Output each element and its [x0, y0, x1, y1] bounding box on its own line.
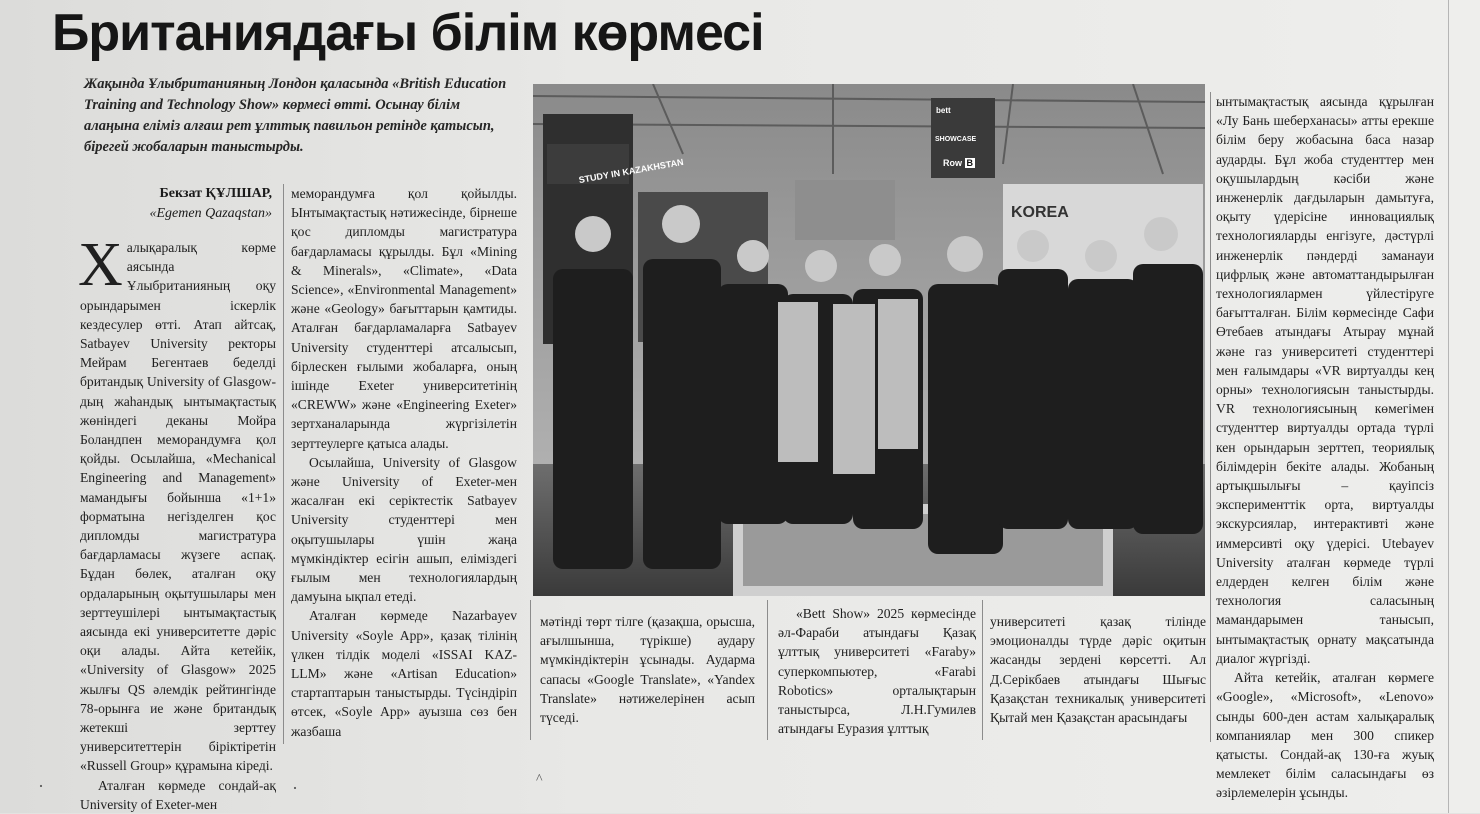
column-1 — [78, 231, 276, 814]
paragraph: Осылайша, University of Glasgow және University of Exeter-мен жасалған екі серіктестік Satbayev University студенттері мен оқытушылары үшін жаңа мүмкіндіктер есігін ашып, еліміздегі ғылым мен технологиялардың дамуына ықпал етеді. — [291, 454, 517, 605]
paragraph: меморандумға қол қойылды. Ынтымақтастық нәтижесінде, бірнеше қос дипломды магистратура бағдарламасы құрылды. Бұл «Mining & Minerals», «Climate», «Data Science», «Environmental Management» және «Geology» бағыттарын қамтиды. Аталған бағдарламаларға Satbayev University студенттері атсалысып, бірлескен ғылыми жобаларға, оның ішінде Exeter университетінің «CREWW» және «Engineering Exeter» зертханаларында жүргізілетін зерттеулерге қатыса алады. — [291, 186, 517, 451]
column-2 — [291, 184, 517, 741]
column-rule — [1210, 92, 1211, 742]
paragraph-text: алықаралық көрме аясында Ұлыбританияның оқу орындарымен іскерлік кездесулер өтті. Атап айтсақ, Satbayev University ректоры Мейрам Бегентаев беделді британдық University of Glasgow-дың жаһандық ынтымақтастық жөніндегі деканы Мойра Боландпен меморандумға қол қойды. Осылайша, «Mechanical Engineering and Management» мамандығы бойынша «1+1» форматына негізделген қос дипломды магистратура бағдарламасы жүзеге аспақ. Бұдан бөлек, аталған оқу ордаларының оқытушылары мен зерттеушілері ынтымақтастық аясында екі университетте дәріс оқи алады. Айта кетейік, «University of Glasgow» 2025 жылғы QS әлемдік рейтингінде 78-орынға ие және британдық жетекші зерттеу университеттерін біріктіретін «Russell Group» құрамына кіреді. — [80, 240, 276, 774]
korea-sign: KOREA — [1011, 204, 1069, 221]
paragraph: «Bett Show» 2025 көрмесінде әл-Фараби атындағы Қазақ ұлттық университеті «Faraby» суперкомпьютер, «Farabi Robotics» орталықтарын таныстырса, Л.Н.Гумилев атындағы Еуразия ұлттық — [778, 606, 976, 737]
column-rule — [982, 600, 983, 740]
column-rule — [283, 184, 284, 744]
paragraph — [78, 231, 276, 776]
article-lead: Жақында Ұлыбританияның Лондон қаласында «British Education Training and Technology Show» көрмесі өтті. Осынау білім алаңына еліміз алғаш рет ұлттық павильон ретінде қатысып, бірегей жобаларын таныстырды. — [84, 76, 507, 155]
paragraph: Аталған көрмеде сондай-ақ University of Exeter-мен — [80, 777, 276, 812]
row-sign — [943, 158, 975, 168]
drop-cap: Х — [78, 231, 123, 299]
column-rule — [530, 600, 531, 740]
print-mark: · — [38, 776, 44, 796]
print-mark: · — [292, 778, 298, 798]
column-4 — [540, 612, 755, 727]
author-name: Бекзат ҚҰЛШАР, — [159, 186, 272, 201]
paragraph: ынтымақтастық аясында құрылған «Лу Бань шеберханасы» атты ерекше білім беру жобасына баса назар аударды. Бұл жоба студенттер мен оқушылардың кәсіби және инженерлік дағдыларын дамытуға, оқыту үдерісіне инновациялық технологияларды енгізуге, дәстүрлі инженерлік пәндерді заманауи цифрлық және автоматтандырылған технологиялармен үйлестіруге бағытталған. Білім көрмесінде Сафи Өтебаев атындағы Атырау мұнай және газ университеті студенттері мен ғалымдары «VR виртуалды кең орны» технологиясын таныстырды. VR технологиясының көмегімен студенттер виртуалды ортада түрлі кен орындарын зерттеп, теориялық білімдерін бекіте алады. Жобаның артықшылығы – қауіпсіз эксперименттік орта, виртуалды экскурсиялар, интерактивті және иммерсивті оқу үдерісі. Utebayev University аталған көрмеде түрлі елдерден келген білім және технология саласының мамандарымен танысып, ынтымақтастық орнату мақсатында диалог жүргізді. — [1216, 94, 1434, 666]
byline — [150, 184, 273, 224]
paragraph: мәтінді төрт тілге (қазақша, орысша, ағылшынша, түрікше) аудару мүмкіндіктерін ұсынады. Аудармa сапасы «Google Translate», «Yandex Translate» нәтижелерінен асып түседі. — [540, 614, 755, 726]
article-headline: Британиядағы білім көрмесі — [52, 4, 764, 62]
column-5 — [778, 604, 976, 738]
column-rule — [767, 600, 768, 740]
print-mark: ^ — [536, 772, 543, 787]
exhibition-group-photo — [533, 84, 1205, 596]
row-label: Row — [943, 158, 962, 168]
row-letter: B — [966, 158, 974, 168]
column-6 — [990, 612, 1206, 727]
showcase-sign: SHOWCASE — [935, 136, 977, 143]
bett-sign: bett — [936, 106, 951, 115]
publication-name: «Egemen Qazaqstan» — [149, 206, 272, 221]
paragraph: Аталған көрмеде Nazarbayev University «Soyle App», қазақ тілінің үлкен тілдік моделі «ISSAI KAZ-LLM» және «Artisan Education» стартаптарын таныстырды. Түсіндіріп өтсек, «Soyle App» ауызша сөз бен жазбаша — [291, 608, 517, 739]
page-edge — [1448, 0, 1449, 813]
paragraph: университеті қазақ тілінде эмоционалды түрде дәріс оқитын жасанды зердені көрсетті. Ал Д.Серікбаев атындағы Шығыс Қазақстан техникалық университеті Қытай мен Қазақстан арасындағы — [990, 614, 1206, 726]
study-in-kazakhstan-sign: STUDY IN KAZAKHSTAN — [577, 156, 685, 186]
column-3 — [1216, 92, 1434, 803]
paragraph: Айта кетейік, аталған көрмеге «Google», «Microsoft», «Lenovo» сынды 600-ден астам халықаралық компаниялар мен 300 спикер қатысты. Сондай-ақ 130-ға жуық мемлекет білім саласындағы өз әзірлемелерін ұсынды. — [1216, 670, 1434, 801]
photo-illustration — [533, 84, 1205, 596]
